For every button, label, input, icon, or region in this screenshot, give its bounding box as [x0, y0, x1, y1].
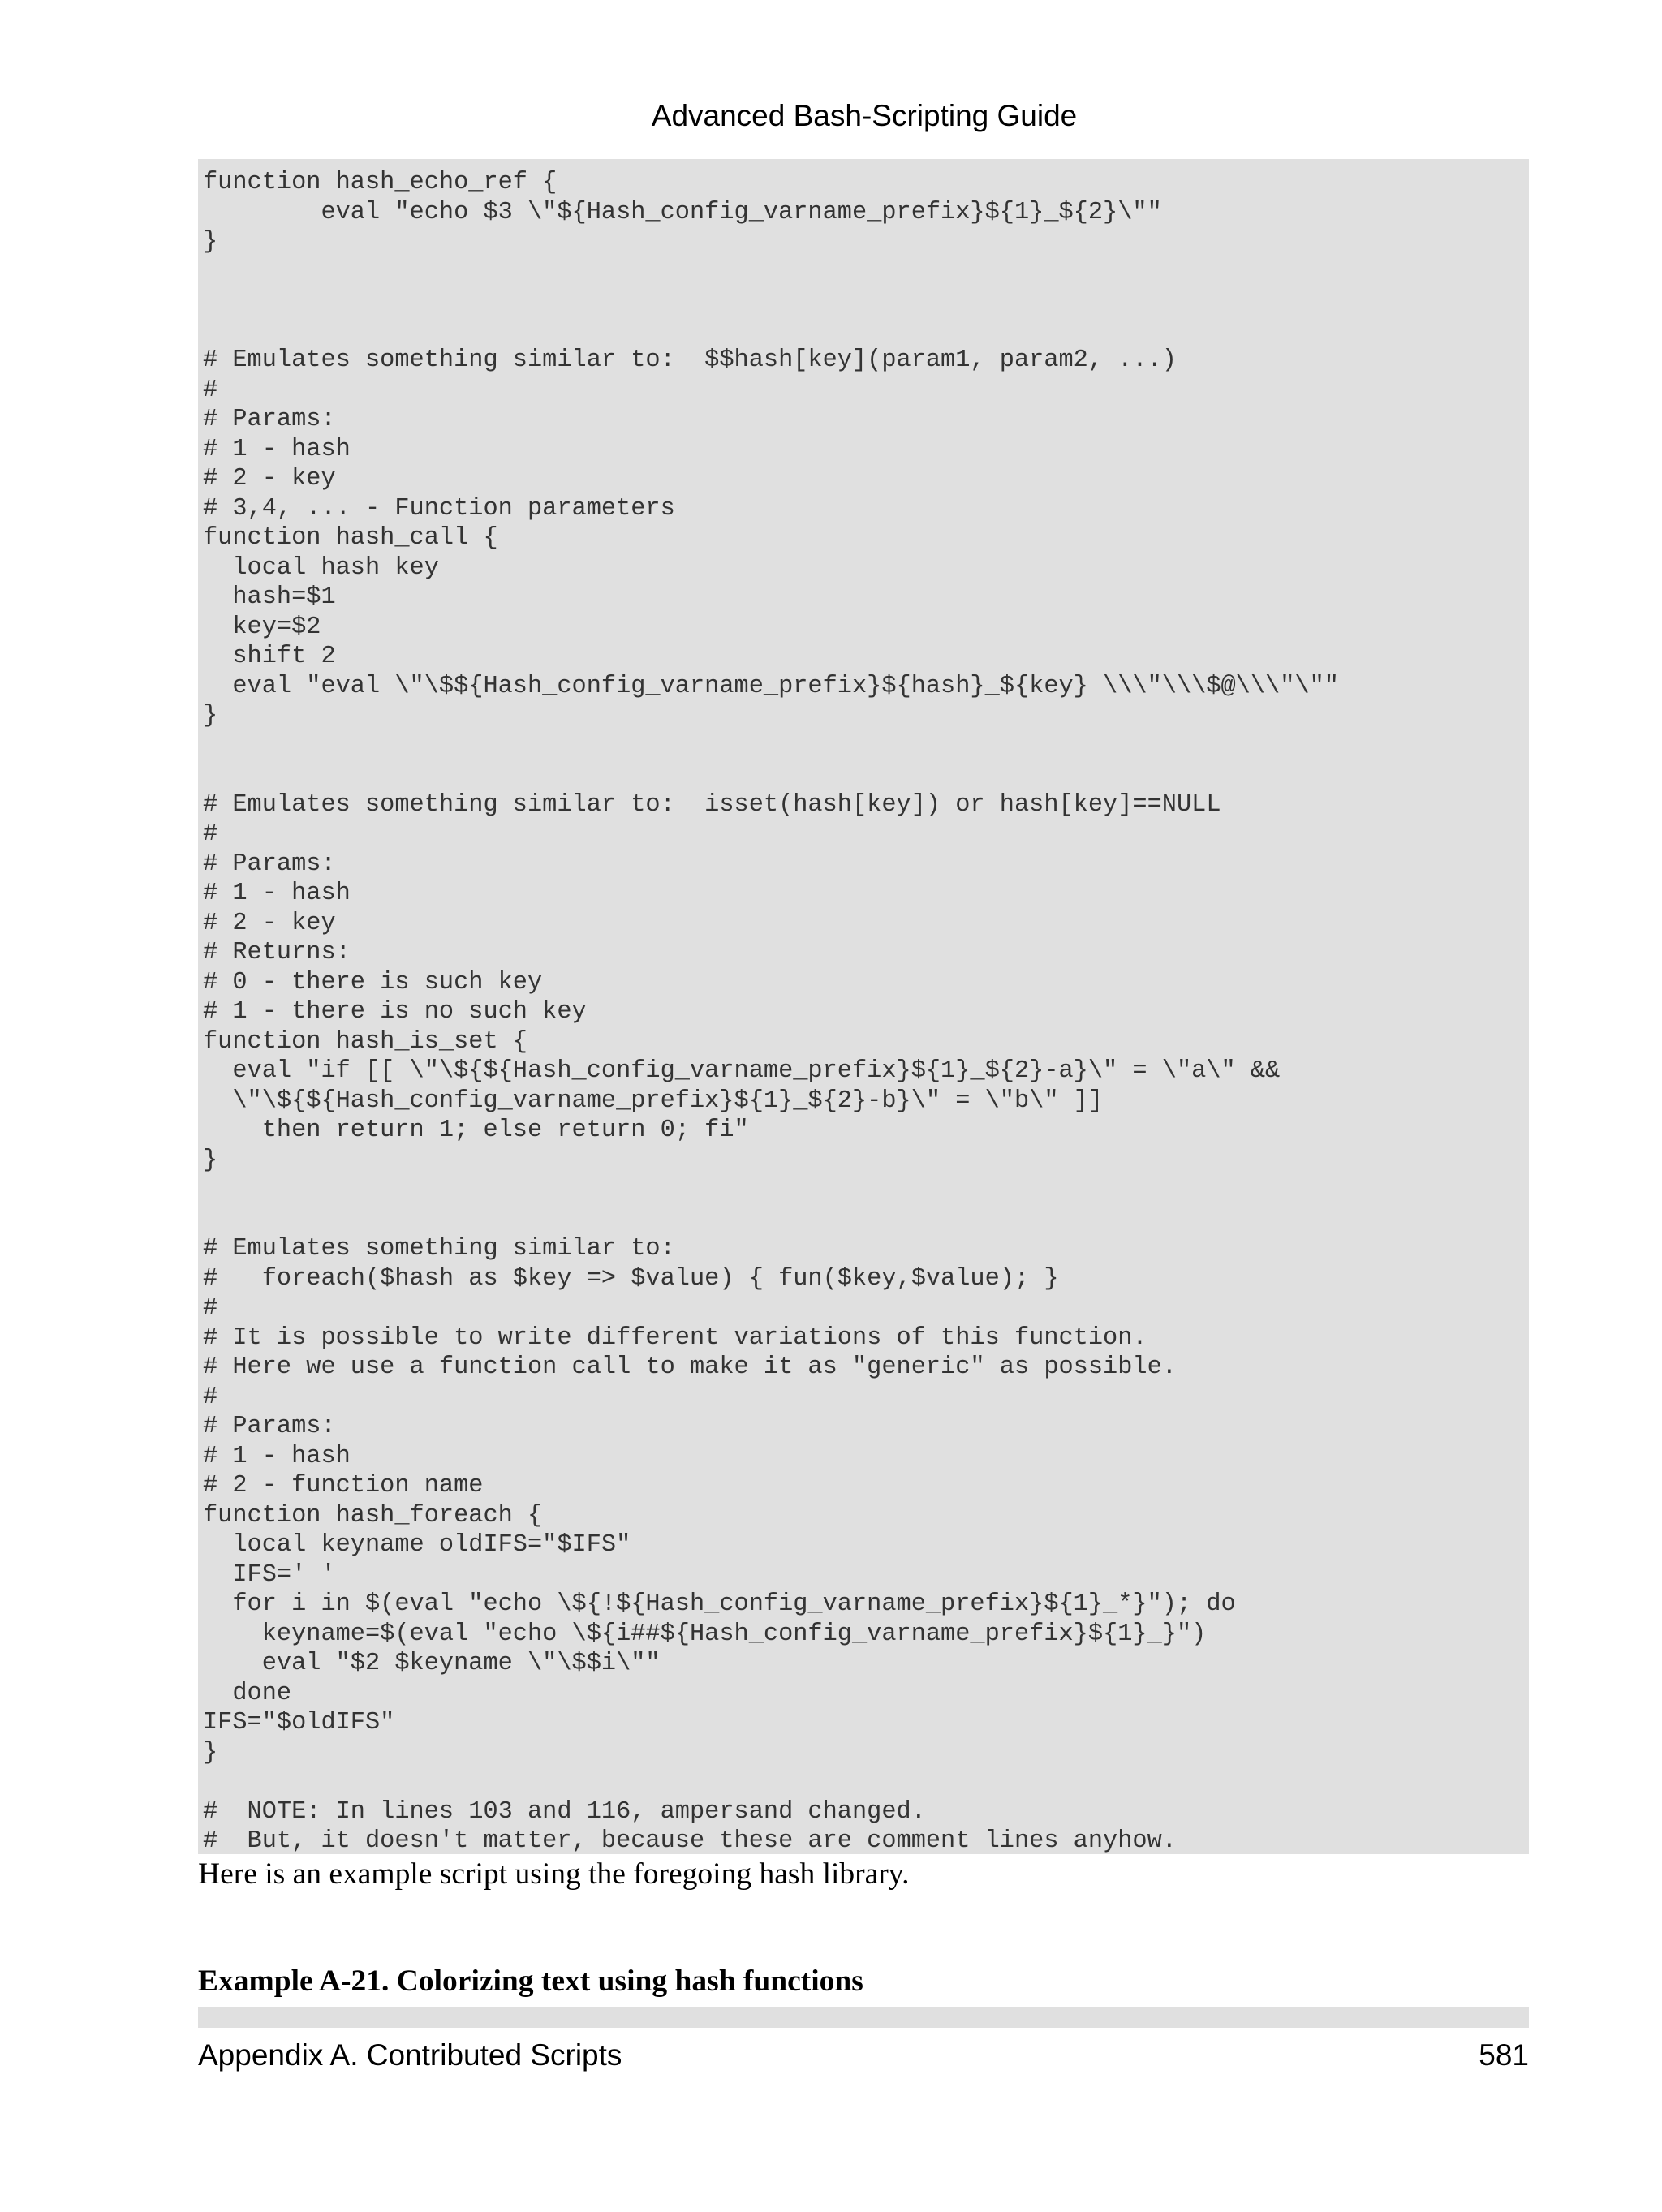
- code-line: IFS=' ': [203, 1560, 336, 1589]
- code-line: [203, 1205, 1529, 1235]
- code-line: function hash_foreach {: [203, 1501, 543, 1530]
- example-title: Example A-21. Colorizing text using hash functions: [198, 1965, 863, 1998]
- code-line: # 1 - there is no such key: [203, 998, 587, 1026]
- code-line: \"\${${Hash_config_varname_prefix}${1}_${2}-b}\" = \"b\" ]]: [203, 1087, 1104, 1115]
- intro-paragraph: Here is an example script using the foregoing hash library.: [198, 1857, 910, 1891]
- code-line: # It is possible to write different variations of this function.: [203, 1323, 1147, 1352]
- code-line: #: [203, 1383, 218, 1411]
- code-line: # 2 - function name: [203, 1472, 484, 1500]
- code-line: # 2 - key: [203, 909, 336, 937]
- code-line: #: [203, 820, 218, 848]
- code-line: then return 1; else return 0; fi": [203, 1117, 749, 1144]
- code-line: eval "$2 $keyname \"\$$i\"": [203, 1650, 661, 1677]
- code-line: eval "echo $3 \"${Hash_config_varname_prefix}${1}_${2}\"": [203, 198, 1162, 226]
- code-line: hash=$1: [203, 583, 336, 611]
- code-line: }: [203, 1146, 218, 1174]
- footer-page-number: 581: [1479, 2038, 1529, 2072]
- footer-section-title: Appendix A. Contributed Scripts: [198, 2038, 622, 2072]
- code-line: # 2 - key: [203, 465, 336, 493]
- code-line: [203, 731, 1529, 761]
- code-line: # Emulates something similar to: isset(hash[key]) or hash[key]==NULL: [203, 790, 1221, 819]
- code-line: # Emulates something similar to:: [203, 1235, 675, 1263]
- code-line: }: [203, 1738, 218, 1767]
- code-line: function hash_call {: [203, 524, 498, 552]
- code-line: eval "eval \"\$${Hash_config_varname_prefix}${hash}_${key} \\\"\\\$@\\\"\"": [203, 672, 1339, 700]
- code-line: # 0 - there is such key: [203, 968, 543, 996]
- code-line: done: [203, 1679, 292, 1707]
- code-line: # But, it doesn't matter, because these are comment lines anyhow.: [203, 1827, 1177, 1855]
- code-line: [203, 760, 1529, 790]
- code-line: eval "if [[ \"\${${Hash_config_varname_prefix}${1}_${2}-a}\" = \"a\" &&: [203, 1057, 1281, 1085]
- code-listing: [198, 159, 1529, 1854]
- code-line: # Emulates something similar to: $$hash[key](param1, param2, ...): [203, 346, 1177, 374]
- code-line: # Params:: [203, 406, 336, 433]
- code-line: # Params:: [203, 1413, 336, 1440]
- code-line: }: [203, 228, 218, 256]
- code-line: function hash_echo_ref {: [203, 169, 558, 196]
- code-line: }: [203, 702, 218, 729]
- code-line: [203, 286, 1529, 316]
- code-line: local hash key: [203, 553, 439, 582]
- code-line: shift 2: [203, 643, 336, 670]
- code-listing-start: [198, 2007, 1529, 2028]
- code-line: [203, 1767, 1529, 1797]
- code-line: # 1 - hash: [203, 880, 351, 907]
- code-line: # NOTE: In lines 103 and 116, ampersand changed.: [203, 1797, 926, 1826]
- code-line: for i in $(eval "echo \${!${Hash_config_varname_prefix}${1}_*}"); do: [203, 1590, 1236, 1618]
- code-line: local keyname oldIFS="$IFS": [203, 1531, 631, 1559]
- code-line: key=$2: [203, 613, 321, 641]
- page-header-title: Advanced Bash-Scripting Guide: [651, 99, 1078, 132]
- code-line: #: [203, 376, 218, 404]
- code-line: # Returns:: [203, 939, 351, 966]
- code-line: [203, 1175, 1529, 1205]
- code-line: #: [203, 1294, 218, 1322]
- code-line: # Here we use a function call to make it as "generic" as possible.: [203, 1353, 1177, 1381]
- code-line: # foreach($hash as $key => $value) { fun($key,$value); }: [203, 1264, 1059, 1293]
- code-line: [203, 316, 1529, 346]
- code-line: # 1 - hash: [203, 1442, 351, 1470]
- code-line: function hash_is_set {: [203, 1027, 527, 1056]
- code-line: IFS="$oldIFS": [203, 1709, 395, 1736]
- code-line: # 1 - hash: [203, 435, 351, 463]
- code-line: [203, 257, 1529, 287]
- code-line: # 3,4, ... - Function parameters: [203, 494, 675, 523]
- code-line: keyname=$(eval "echo \${i##${Hash_config_varname_prefix}${1}_}"): [203, 1620, 1207, 1648]
- code-line: # Params:: [203, 850, 336, 878]
